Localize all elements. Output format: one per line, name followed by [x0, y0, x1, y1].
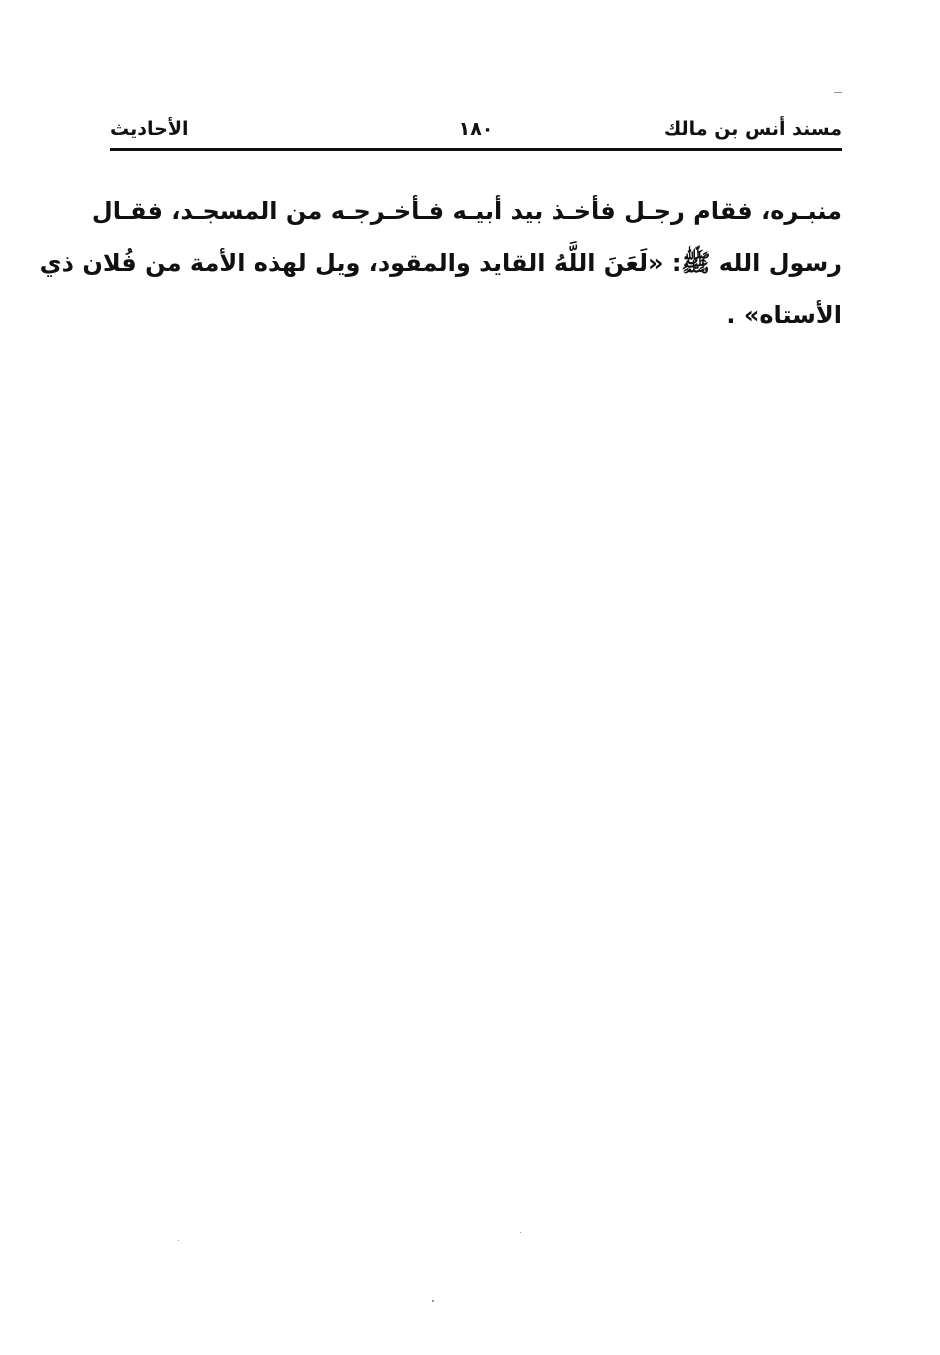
scan-speck — [520, 1232, 521, 1233]
hadith-text — [39, 185, 842, 341]
scan-speck — [432, 1300, 434, 1302]
book-title: مسند أنس بن مالك — [663, 118, 842, 140]
scan-speck — [178, 1240, 179, 1241]
text-line-2: رسول الله ﷺ: «لَعَنَ اللَّهُ القايد والمقود، ويل لهذه الأمة من فُلان ذي — [39, 249, 842, 277]
scan-mark — [834, 92, 842, 93]
text-line-3: الأستاه» . — [726, 301, 842, 329]
running-header — [110, 112, 842, 146]
header-divider — [110, 148, 842, 151]
section-title: الأحاديث — [110, 118, 189, 140]
page-number: ١٨٠ — [458, 118, 494, 140]
text-line-1: منبـره، فقام رجـل فأخـذ بيد أبيـه فـأخـرجـه من المسجـد، فقـال — [91, 197, 842, 225]
